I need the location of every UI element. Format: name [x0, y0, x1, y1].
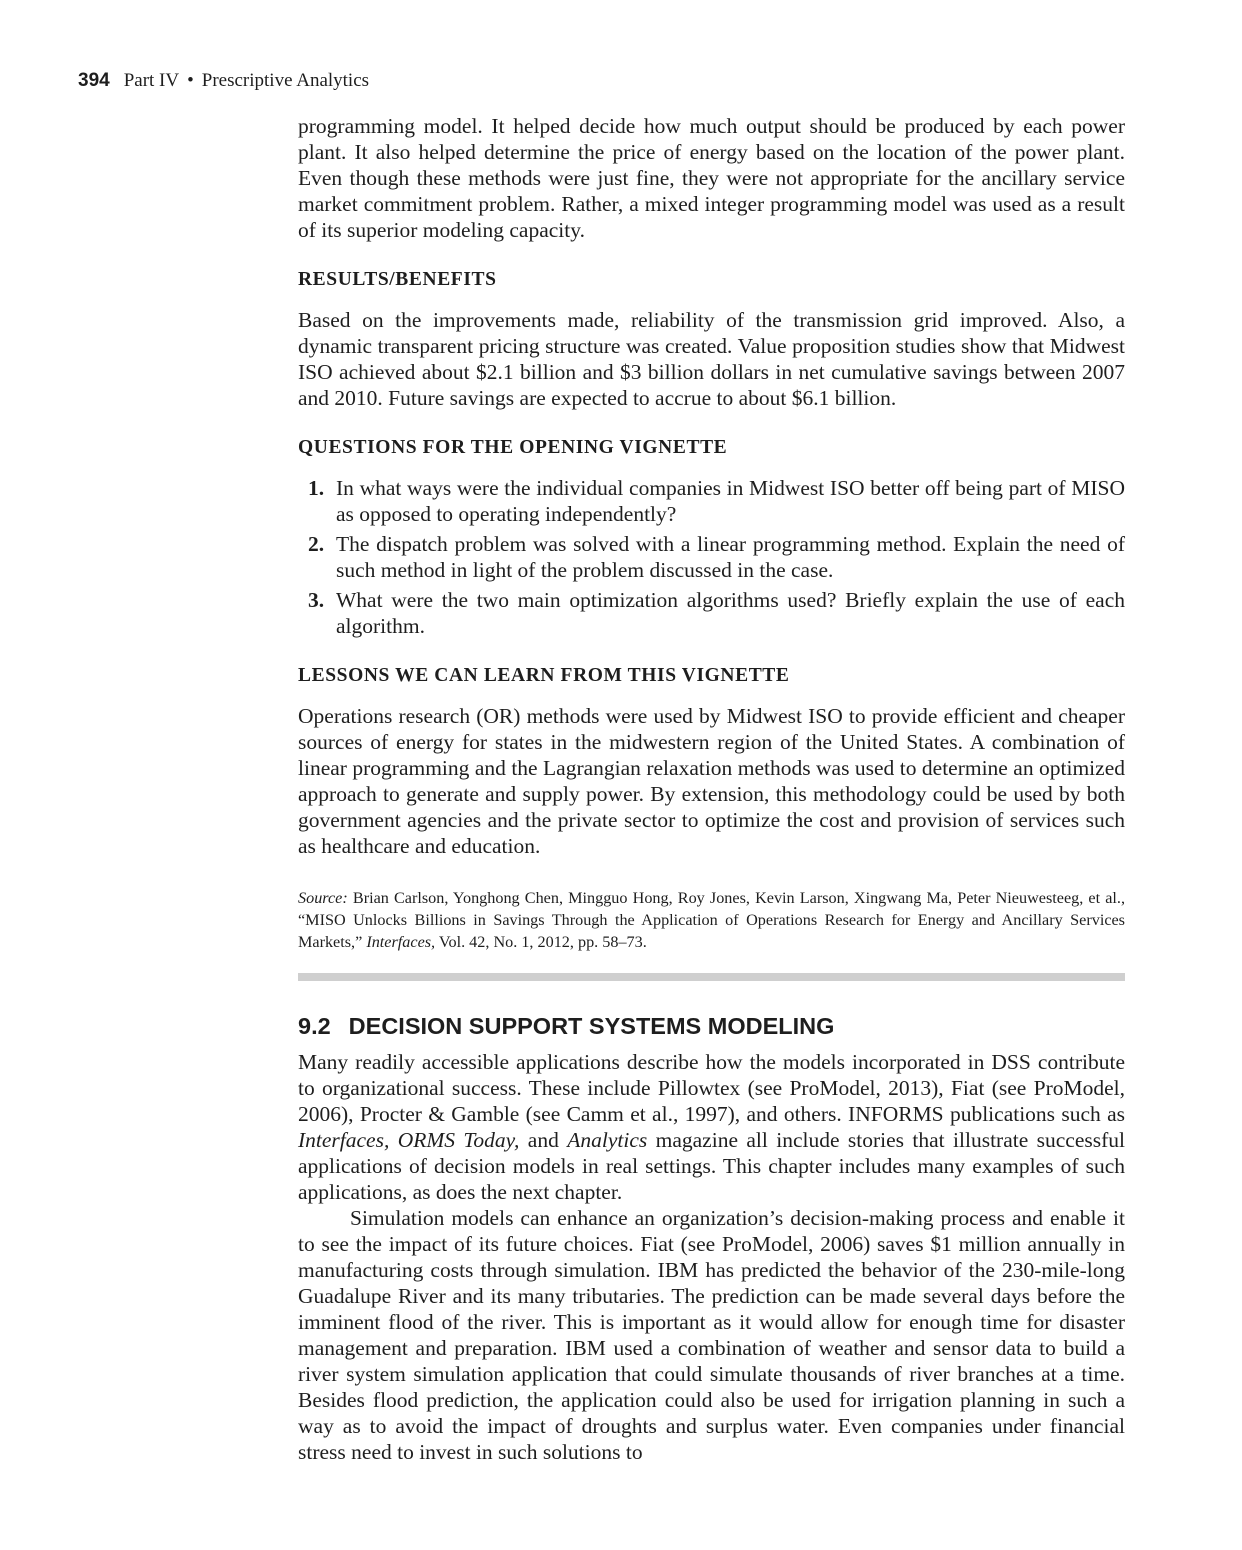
section-title-text: DECISION SUPPORT SYSTEMS MODELING: [348, 1013, 835, 1039]
publication-names: Interfaces, ORMS Today,: [298, 1128, 520, 1152]
question-number: 3.: [308, 588, 325, 612]
list-item: [298, 531, 1125, 583]
list-item: [298, 587, 1125, 639]
question-number: 2.: [308, 532, 325, 556]
continuation-paragraph: programming model. It helped decide how much output should be produced by each power plant. It also helped determine the price of energy based on the location of the power plant. Even though these methods were just fine, they were not appropriate for the ancillary service market commitment problem. Rather, a mixed integer programming model was used as a result of its superior modeling capacity.: [298, 114, 1125, 242]
main-content: [298, 113, 1125, 1465]
publication-name: Analytics: [567, 1128, 648, 1152]
source-citation: [298, 887, 1125, 953]
question-text: In what ways were the individual companies in Midwest ISO better off being part of MISO as opposed to operating independently?: [336, 476, 1125, 526]
page-number: 394: [78, 70, 110, 91]
section-title: [298, 1011, 1125, 1041]
section-paragraph-2: Simulation models can enhance an organization’s decision-making process and enable it to see the impact of its future choices. Fiat (see ProModel, 2006) saves $1 million annually in manufacturing costs through simulation. IBM has predicted the behavior of the 230-mile-long Guadalupe River and its many tributaries. The prediction can be made several days before the imminent flood of the river. This is important as it would allow for enough time for disaster management and preparation. IBM used a combination of weather and sensor data to build a river system simulation application that could simulate thousands of river branches at a time. Besides flood prediction, the application could also be used for irrigation planning in such a way as to avoid the impact of droughts and surplus water. Even companies under financial stress need to invest in such solutions to: [298, 1206, 1125, 1464]
questions-list: [298, 475, 1125, 639]
source-authors: Brian Carlson, Yonghong Chen, Mingguo Hong, Roy Jones, Kevin Larson, Xingwang Ma, Peter Nieuwesteeg, et al., “MISO Unlocks Billions in Savings Through the Application of Operations Research for Energy and Ancillary Services Markets,”: [298, 889, 1125, 951]
source-details: Vol. 42, No. 1, 2012, pp. 58–73.: [438, 933, 647, 951]
source-label: Source:: [298, 889, 348, 907]
results-heading: RESULTS/BENEFITS: [298, 269, 497, 290]
questions-heading: QUESTIONS FOR THE OPENING VIGNETTE: [298, 437, 728, 458]
question-text: The dispatch problem was solved with a linear programming method. Explain the need of such method in light of the problem discussed in the case.: [336, 532, 1125, 582]
paragraph-text: magazine all include stories that illustrate successful applications of decision models in real settings. This chapter includes many examples of such applications, as does the next chapter.: [298, 1128, 1126, 1204]
section-paragraph-1: [298, 1049, 1125, 1205]
paragraph-text: and: [527, 1128, 559, 1152]
paragraph-text: Many readily accessible applications describe how the models incorporated in DSS contribute to organizational success. These include Pillowtex (see ProModel, 2013), Fiat (see ProModel, 2006), Procter & Gamble (see Camm et al., 1997), and others. INFORMS publications such as: [298, 1050, 1125, 1126]
section-number: 9.2: [298, 1013, 331, 1039]
results-paragraph: Based on the improvements made, reliability of the transmission grid improved. Also, a dynamic transparent pricing structure was created. Value proposition studies show that Midwest ISO achieved about $2.1 billion and $3 billion dollars in net cumulative savings between 2007 and 2010. Future savings are expected to accrue to about $6.1 billion.: [298, 308, 1125, 410]
lessons-heading: LESSONS WE CAN LEARN FROM THIS VIGNETTE: [298, 665, 790, 686]
running-title: Prescriptive Analytics: [201, 70, 370, 91]
section-divider: [298, 973, 1125, 981]
question-text: What were the two main optimization algorithms used? Briefly explain the use of each algorithm.: [336, 588, 1125, 638]
list-item: [298, 475, 1125, 527]
lessons-paragraph: Operations research (OR) methods were used by Midwest ISO to provide efficient and cheaper sources of energy for states in the midwestern region of the United States. A combination of linear programming and the Lagrangian relaxation methods was used to determine an optimized approach to generate and supply power. By extension, this methodology could be used by both government agencies and the private sector to optimize the cost and provision of services such as healthcare and education.: [298, 704, 1125, 858]
source-journal: Interfaces,: [366, 933, 436, 951]
part-label: Part IV: [123, 70, 180, 91]
header-bullet: •: [187, 70, 194, 91]
running-head: [78, 68, 369, 94]
question-number: 1.: [308, 476, 325, 500]
